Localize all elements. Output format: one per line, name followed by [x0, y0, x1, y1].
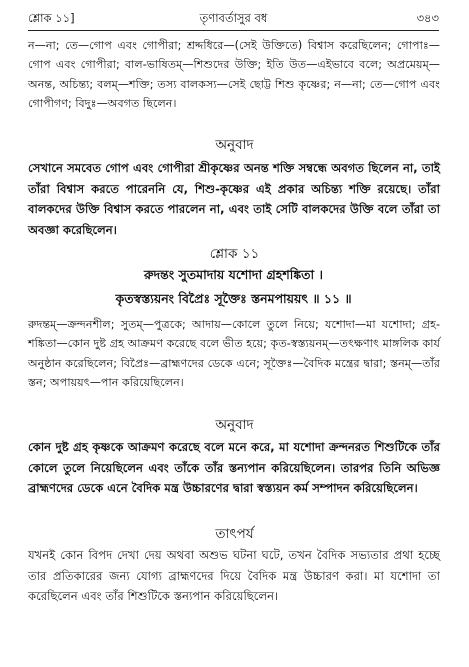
header-chapter-title: তৃণাবর্তাসুর বধ — [199, 11, 268, 25]
translation-heading: অনুবাদ — [215, 137, 254, 153]
translation-text: সেখানে সমবেত গোপ এবং গোপীরা শ্রীকৃষ্ণের অনন্ত শক্তি সম্বন্ধে অবগত ছিলেন না, তাই তাঁরা বিশ্বাস করতে পারেননি যে, শিশু-কৃষ্ণের এই প্রকার অচিন্ত্য শক্তি রয়েছে। তাঁরা বালকদের উক্তি বিশ্বাস করতে পারলেন না, এবং তাই সেটি বালকদের উক্তি বলে তাঁরা তা অবজ্ঞা করেছিলেন। — [28, 161, 440, 237]
translation-text-2: কোন দুষ্ট গ্রহ কৃষ্ণকে আক্রমণ করেছে বলে মনে করে, মা যশোদা ক্রন্দনরত শিশুটিকে তাঁর কোলে তুলে নিয়েছিলেন এবং তাঁকে তাঁর স্তন্যপান করিয়েছিলেন। তারপর তিনি অভিজ্ঞ ব্রাহ্মণদের ডেকে এনে বৈদিক মন্ত্র উচ্চারণের দ্বারা স্বস্ত্যয়ন কর্ম সম্পাদন করিয়েছিলেন। — [28, 440, 440, 496]
page-number: ৩৪৩ — [416, 11, 439, 25]
word-meanings-previous: ন—না; তে—গোপ এবং গোপীরা; শ্রদ্দধিরে—(সেই উক্তিতে) বিশ্বাস করেছিলেন; গোপাঃ—গোপ এবং গোপীরা; বাল-ভাষিতম্—শিশুদের উক্তি; ইতি উত—এইভাবে বলে; অপ্রমেয়ম্—অনন্ত, অচিন্ত্য; বলম্—শক্তি; তস্য বালকস্য—সেই ছোট্ট শিশু কৃষ্ণের; ন—না; তে—গোপ এবং গোপীগণ; বিদুঃ—অবগত ছিলেন। — [28, 39, 440, 111]
verse-number-heading: শ্লোক ১১ — [209, 246, 260, 262]
verse-line-2: কৃতস্বস্ত্যয়নং বিপ্রৈঃ সূক্তৈঃ স্তনমপায়য়ৎ ॥ ১১ ॥ — [115, 291, 352, 306]
running-header — [28, 9, 439, 27]
header-rule — [28, 30, 439, 31]
verse-line-1: রুদন্তং সুতমাদায় যশোদা গ্রহশঙ্কিতা । — [144, 267, 323, 282]
purport-text: যখনই কোন বিপদ দেখা দেয় অথবা অশুভ ঘটনা ঘটে, তখন বৈদিক সভ্যতার প্রথা হচ্ছে তার প্রতিকারের জন্য যোগ্য ব্রাহ্মণদের দিয়ে বৈদিক মন্ত্র উচ্চারণ করা। মা যশোদা তা করেছিলেন এবং তাঁর শিশুটিকে স্তন্যপান করিয়েছিলেন। — [28, 548, 440, 604]
purport-heading: তাৎপর্য — [215, 526, 254, 542]
translation-heading-2: অনুবাদ — [215, 417, 254, 433]
header-verse-ref: শ্লোক ১১] — [28, 11, 75, 25]
word-meanings: রুদন্তম্—ক্রন্দনশীল; সুতম্—পুত্রকে; আদায়—কোলে তুলে নিয়ে; যশোদা—মা যশোদা; গ্রহ-শঙ্কিতা—কোন দুষ্ট গ্রহ আক্রমণ করেছে বলে ভীত হয়ে; কৃত-স্বস্ত্যয়নম্—তৎক্ষণাৎ মাঙ্গলিক কার্য অনুষ্ঠান করেছিলেন; বিপ্রৈঃ—ব্রাহ্মণদের ডেকে এনে; সূক্তৈঃ—বৈদিক মন্ত্রের দ্বারা; স্তনম্—তাঁর স্তন; অপায়য়ৎ—পান করিয়েছিলেন। — [28, 318, 440, 390]
